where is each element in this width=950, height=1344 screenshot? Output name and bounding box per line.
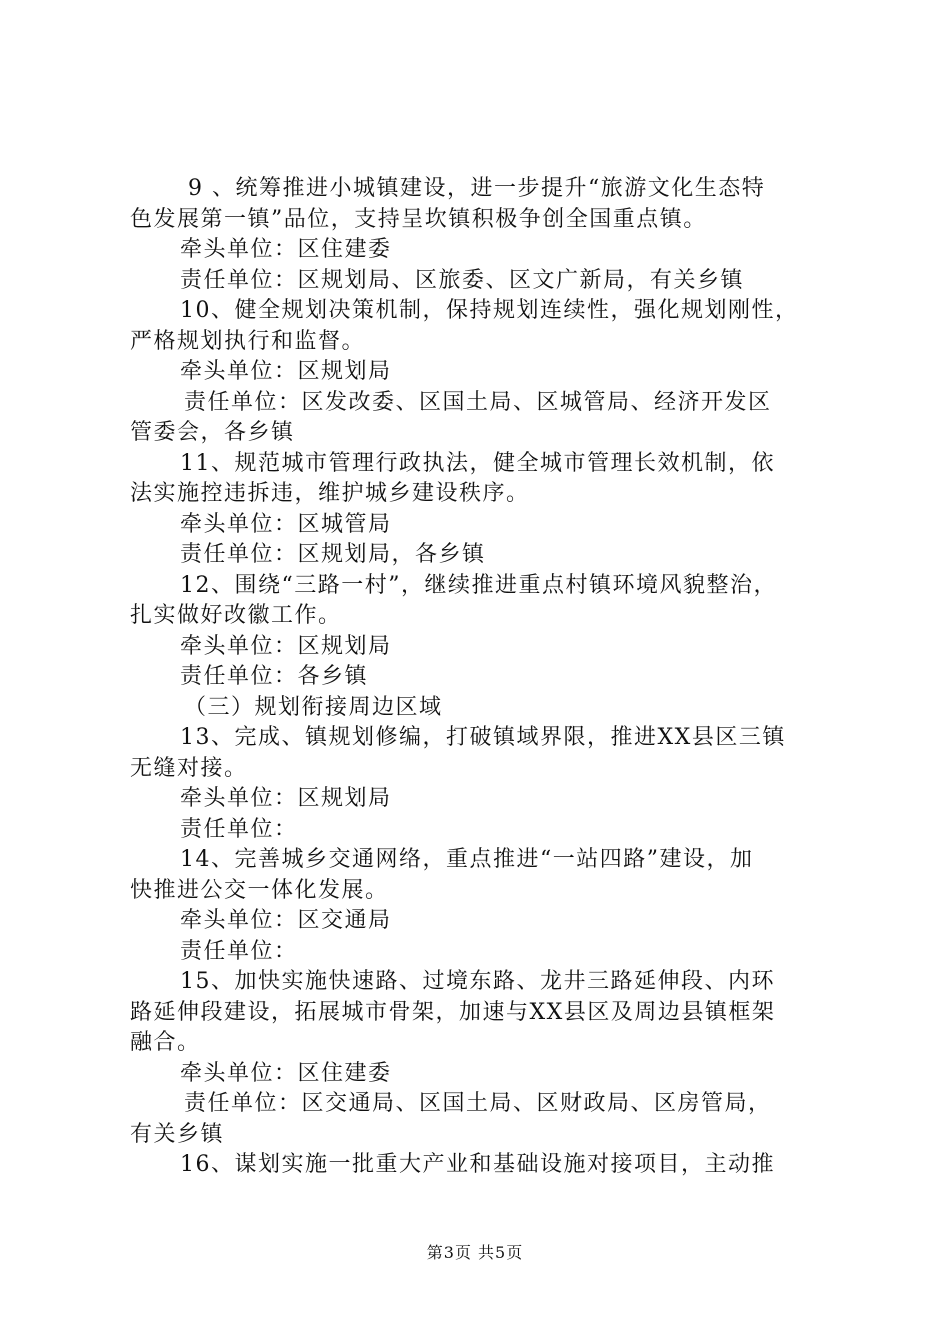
text-line: 责任单位：区规划局、区旅委、区文广新局，有关乡镇 xyxy=(180,267,745,293)
text-line: 扎实做好改徽工作。 xyxy=(130,603,342,628)
text-line: 融合。 xyxy=(130,1030,201,1055)
page-footer: 第3页 共5页 xyxy=(426,1243,524,1262)
text-line: 11、规范城市管理行政执法，健全城市管理长效机制，依 xyxy=(180,450,775,476)
text-line: 法实施控违拆违，维护城乡建设秩序。 xyxy=(130,481,530,506)
text-line: 13、完成、镇规划修编，打破镇域界限，推进XX县区三镇 xyxy=(180,725,786,750)
text-line: （三）规划衔接周边区域 xyxy=(184,694,443,720)
text-line: 16、谋划实施一批重大产业和基础设施对接项目，主动推 xyxy=(180,1152,775,1177)
text-line: 15、加快实施快速路、过境东路、龙井三路延伸段、内环 xyxy=(180,969,775,994)
text-line: 快推进公交一体化发展。 xyxy=(130,877,389,903)
text-line: 牵头单位：区规划局 xyxy=(180,359,392,384)
text-line: 牵头单位：区住建委 xyxy=(180,1060,392,1086)
text-line: 色发展第一镇”品位，支持呈坎镇积极争创全国重点镇。 xyxy=(130,206,707,232)
text-line: 责任单位：区交通局、区国土局、区财政局、区房管局， xyxy=(184,1091,772,1116)
text-line: 牵头单位：区规划局 xyxy=(180,633,392,659)
text-line: 14、完善城乡交通网络，重点推进“一站四路”建设，加 xyxy=(180,847,754,872)
text-line: 责任单位：各乡镇 xyxy=(180,664,369,689)
document-body xyxy=(130,174,842,1181)
text-line: 牵头单位：区规划局 xyxy=(180,786,392,811)
text-line: 责任单位： xyxy=(180,938,298,964)
text-line: 10、健全规划决策机制，保持规划连续性，强化规划刚性， xyxy=(180,298,799,323)
text-line: 牵头单位：区交通局 xyxy=(180,908,392,933)
text-line: 无缝对接。 xyxy=(130,755,248,781)
text-line: 责任单位： xyxy=(180,816,298,842)
text-line: 责任单位：区发改委、区国土局、区城管局、经济开发区 xyxy=(184,389,772,415)
text-line: 9 、统筹推进小城镇建设，进一步提升“旅游文化生态特 xyxy=(188,176,766,201)
text-line: 牵头单位：区城管局 xyxy=(180,511,392,537)
text-line: 12、围绕“三路一村”，继续推进重点村镇环境风貌整治， xyxy=(180,572,777,598)
text-line: 路延伸段建设，拓展城市骨架，加速与XX县区及周边县镇框架 xyxy=(130,999,776,1025)
text-line: 管委会，各乡镇 xyxy=(130,420,295,445)
text-line: 责任单位：区规划局，各乡镇 xyxy=(180,542,486,567)
text-line: 有关乡镇 xyxy=(130,1121,225,1147)
text-line: 严格规划执行和监督。 xyxy=(130,328,366,354)
text-line: 牵头单位：区住建委 xyxy=(180,237,392,262)
